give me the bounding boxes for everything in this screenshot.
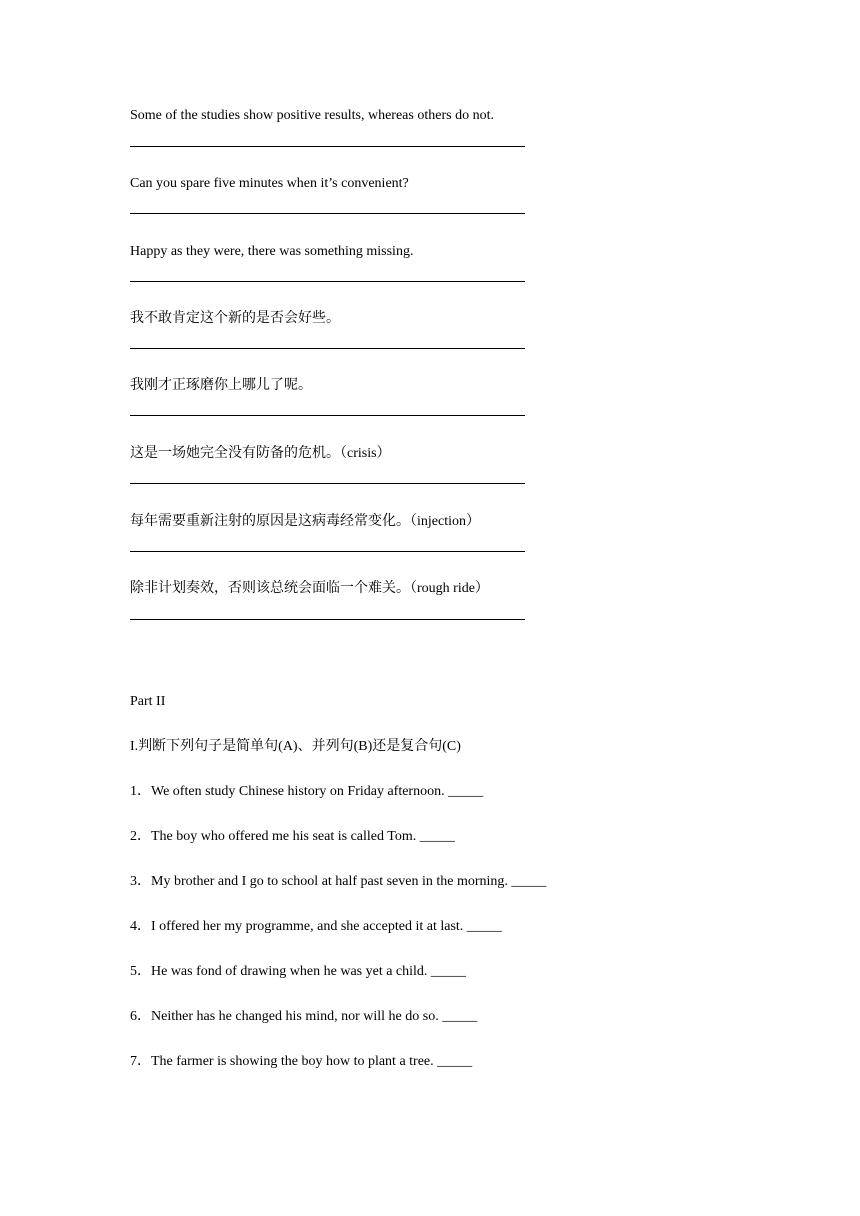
- translation-item-7: 每年需要重新注射的原因是这病毒经常变化。（injection）: [130, 514, 480, 529]
- question-4: 4．I offered her my programme, and she accepted it at last. _____: [130, 919, 502, 934]
- answer-rule-7: [130, 551, 525, 552]
- question-1: 1．We often study Chinese history on Friday afternoon. _____: [130, 784, 484, 799]
- answer-rule-5: [130, 415, 525, 416]
- answer-rule-4: [130, 348, 525, 349]
- translation-item-8: 除非计划奏效，否则该总统会面临一个难关。（rough ride）: [130, 581, 489, 596]
- answer-rule-3: [130, 281, 525, 282]
- answer-rule-8: [130, 619, 525, 620]
- part-heading: Part II: [130, 694, 166, 709]
- answer-rule-1: [130, 146, 525, 147]
- answer-rule-6: [130, 483, 525, 484]
- translation-item-3: Happy as they were, there was something missing.: [130, 244, 414, 259]
- answer-rule-2: [130, 213, 525, 214]
- question-7: 7．The farmer is showing the boy how to plant a tree. _____: [130, 1054, 473, 1069]
- section-instruction: I.判断下列句子是简单句(A)、并列句(B)还是复合句(C): [130, 739, 461, 754]
- question-3: 3．My brother and I go to school at half past seven in the morning. _____: [130, 874, 547, 889]
- question-6: 6．Neither has he changed his mind, nor will he do so. _____: [130, 1009, 478, 1024]
- question-5: 5．He was fond of drawing when he was yet a child. _____: [130, 964, 466, 979]
- translation-item-4: 我不敢肯定这个新的是否会好些。: [130, 311, 340, 326]
- translation-item-2: Can you spare five minutes when it’s convenient?: [130, 176, 409, 191]
- question-2: 2．The boy who offered me his seat is called Tom. _____: [130, 829, 455, 844]
- translation-item-6: 这是一场她完全没有防备的危机。（crisis）: [130, 446, 391, 461]
- translation-item-1: Some of the studies show positive results, whereas others do not.: [130, 108, 494, 123]
- translation-item-5: 我刚才正琢磨你上哪儿了呢。: [130, 378, 312, 393]
